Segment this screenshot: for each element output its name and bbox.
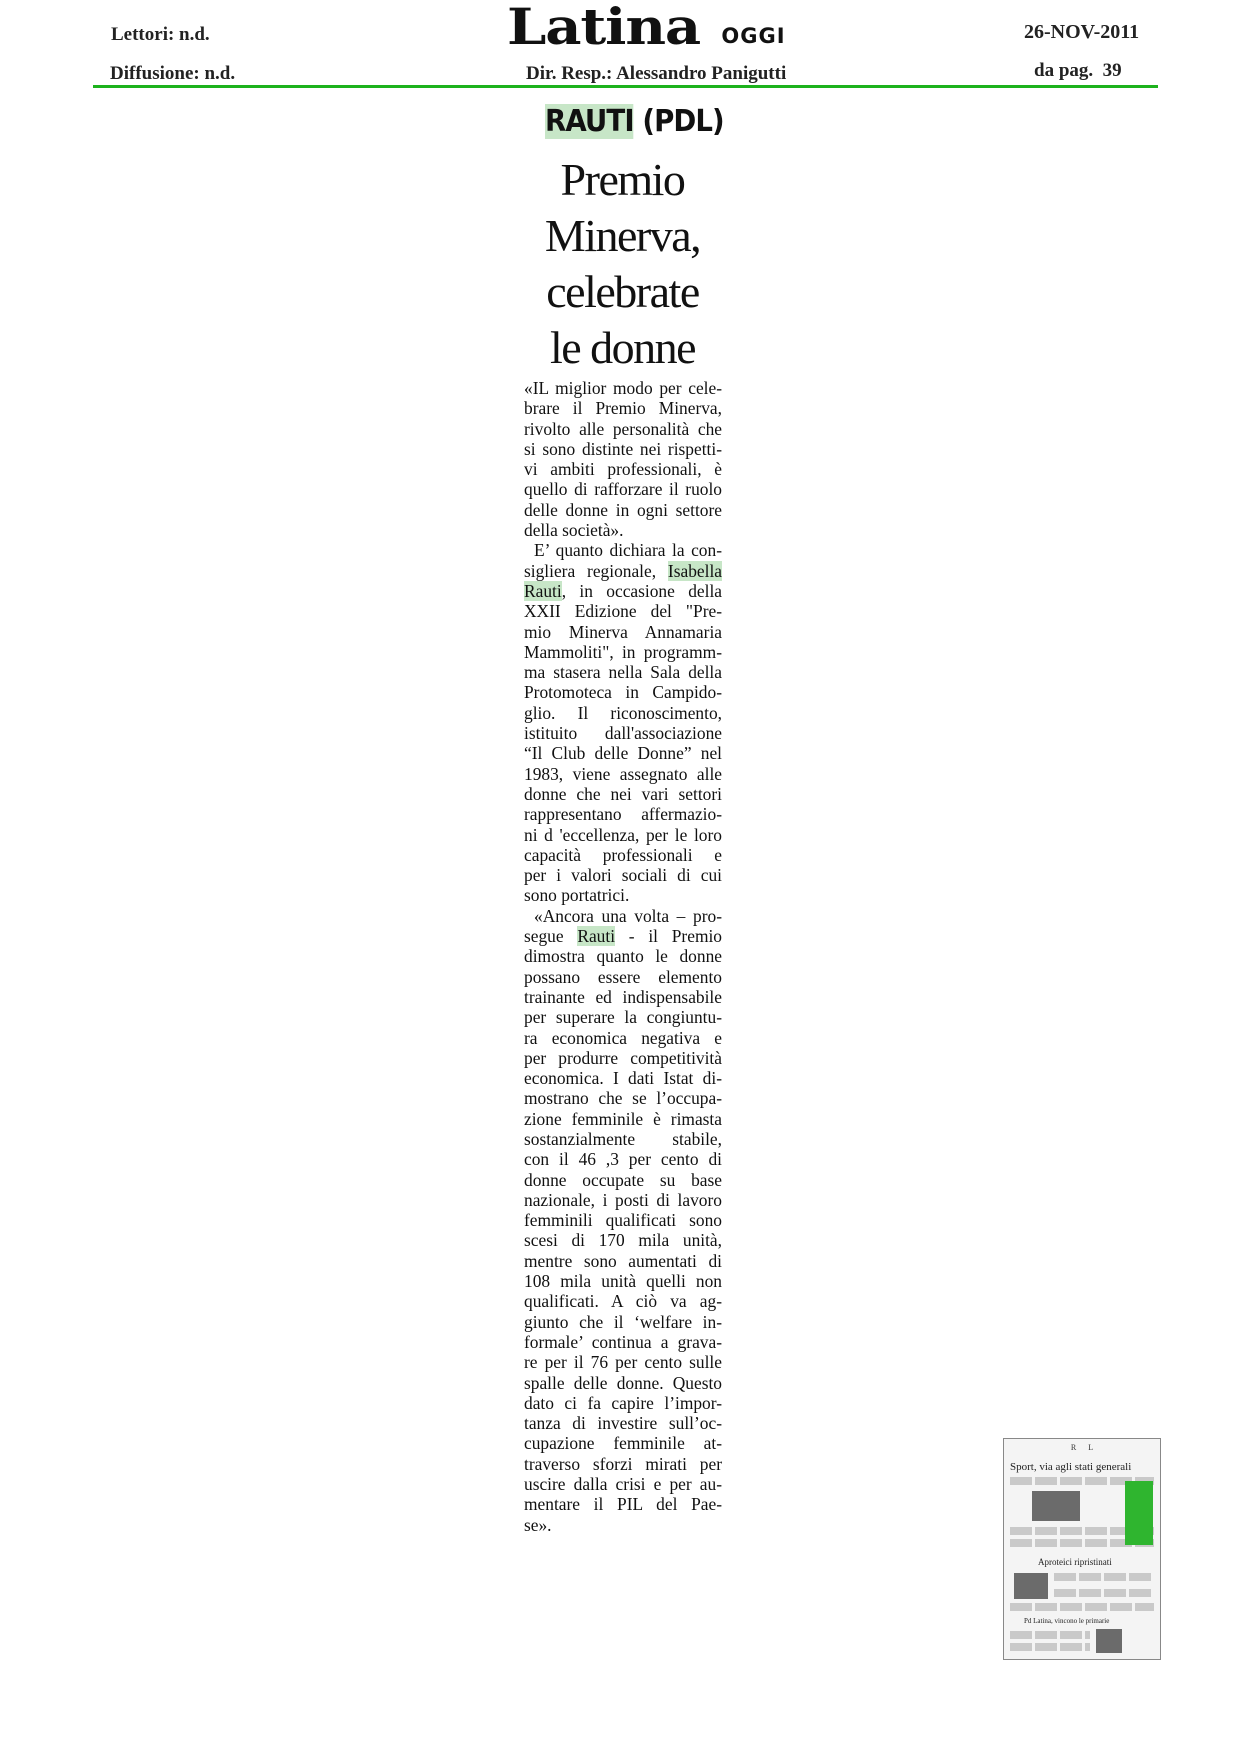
body-line: ra economica negativa e — [524, 1027, 722, 1048]
body-line: mostrano che se l’occupa- — [524, 1088, 722, 1109]
body-line: brare il Premio Minerva, — [524, 398, 722, 419]
body-line: istituito dall'associazione — [524, 723, 722, 744]
circulation-label: Diffusione: n.d. — [110, 63, 236, 84]
kicker-name: RAUTI — [545, 104, 634, 139]
body-line: traverso sforzi mirati per — [524, 1453, 722, 1474]
body-line: uscire dalla crisi e per au- — [524, 1474, 722, 1495]
body-line: formale’ continua a grava- — [524, 1331, 722, 1352]
headline-line: le donne — [549, 322, 696, 373]
page-thumbnail — [1003, 1438, 1161, 1660]
thumbnail-green-box — [1125, 1481, 1153, 1545]
article-body — [524, 378, 722, 1535]
body-line: cupazione femminile at- — [524, 1433, 722, 1454]
body-line: 1983, viene assegnato alle — [524, 763, 722, 784]
body-line: sigliera regionale, Isabella — [524, 560, 722, 581]
body-line: della società». — [524, 520, 624, 541]
thumbnail-text-block — [1054, 1573, 1154, 1581]
page-number: 39 — [1102, 60, 1122, 81]
body-line: Rauti, in occasione della — [524, 580, 722, 601]
body-line: E’ quanto dichiara la con- — [534, 540, 722, 561]
body-line: rappresentano affermazio- — [524, 804, 722, 825]
body-line: «IL miglior modo per cele- — [524, 378, 722, 398]
page-label: da pag. — [1034, 60, 1094, 81]
article-kicker — [545, 104, 724, 139]
body-line: dato ci fa capire l’impor- — [524, 1392, 722, 1413]
thumbnail-photo — [1014, 1573, 1048, 1599]
thumbnail-photo — [1096, 1629, 1122, 1653]
masthead-name: Latina — [507, 0, 701, 56]
body-line: capacità professionali e — [524, 844, 722, 865]
body-line: dimostra quanto le donne — [524, 946, 722, 967]
body-line: si sono distinte nei rispetti- — [524, 438, 722, 459]
newspaper-masthead — [507, 0, 786, 56]
header-divider — [93, 85, 1158, 88]
body-line: «Ancora una volta – pro- — [534, 905, 722, 926]
body-line: donne occupate su base — [524, 1169, 722, 1190]
editor-in-chief: Dir. Resp.: Alessandro Panigutti — [526, 63, 787, 84]
body-line: se». — [524, 1514, 552, 1535]
thumbnail-text-block — [1054, 1589, 1154, 1597]
highlighted-name: Rauti — [524, 580, 562, 601]
body-line: mentre sono aumentati di — [524, 1250, 722, 1271]
kicker-party: (PDL) — [642, 104, 724, 139]
body-line: re per il 76 per cento sulle — [524, 1352, 722, 1373]
body-line: rivolto alle personalità che — [524, 418, 722, 439]
highlighted-name: Isabella — [667, 560, 722, 581]
body-line: mentare il PIL del Pae- — [524, 1494, 722, 1515]
article-headline — [500, 152, 745, 376]
thumbnail-headline: Aproteici ripristinati — [1038, 1557, 1112, 1567]
body-line: mio Minerva Annamaria — [524, 621, 722, 642]
thumbnail-text-block — [1010, 1631, 1090, 1639]
body-line: Protomoteca in Campido- — [524, 682, 722, 703]
body-line: donne che nei vari settori — [524, 783, 722, 804]
body-line: giunto che il ‘welfare in- — [524, 1311, 722, 1332]
body-line: vi ambiti professionali, è — [524, 459, 722, 480]
body-line: tanza di investire sull’oc- — [524, 1413, 722, 1434]
body-line: spalle delle donne. Questo — [524, 1372, 722, 1393]
body-line: ni d 'eccellenza, per le loro — [524, 824, 722, 845]
body-line: per produrre competitività — [524, 1047, 722, 1068]
body-line: trainante ed indispensabile — [524, 986, 722, 1007]
thumbnail-text-block — [1010, 1643, 1090, 1651]
headline-line: Premio — [560, 154, 685, 205]
headline-line: celebrate — [546, 266, 699, 317]
headline-line: Minerva, — [544, 210, 701, 261]
thumbnail-headline: Pd Latina, vincono le primarie — [1024, 1617, 1110, 1625]
body-line: quello di rafforzare il ruolo — [524, 479, 722, 500]
body-line: per superare la congiuntu- — [524, 1007, 722, 1028]
body-line: ma stasera nella Sala della — [524, 662, 722, 683]
page-reference — [1034, 60, 1122, 82]
body-line: economica. I dati Istat di- — [524, 1068, 722, 1089]
thumbnail-masthead: R L — [1070, 1443, 1094, 1452]
body-line: con il 46 ,3 per cento di — [524, 1149, 722, 1170]
highlighted-name: Rauti — [577, 926, 616, 947]
publication-date: 26-NOV-2011 — [1024, 21, 1140, 43]
masthead-subtitle: OGGI — [721, 24, 786, 48]
body-line: 108 mila unità quelli non — [524, 1271, 722, 1292]
body-line: scesi di 170 mila unità, — [524, 1230, 722, 1251]
body-line: sono portatrici. — [524, 885, 630, 906]
body-line: XXII Edizione del "Pre- — [524, 601, 722, 622]
body-line: nazionale, i posti di lavoro — [524, 1189, 722, 1210]
body-line: possano essere elemento — [524, 966, 722, 987]
body-line: sostanzialmente stabile, — [524, 1128, 722, 1149]
thumbnail-photo — [1032, 1491, 1080, 1521]
thumbnail-headline: Sport, via agli stati generali — [1010, 1461, 1132, 1473]
body-line: segue Rauti - il Premio — [524, 926, 722, 947]
body-line: zione femminile è rimasta — [524, 1108, 722, 1129]
readers-label: Lettori: n.d. — [111, 24, 210, 45]
body-line: per i valori sociali di cui — [524, 865, 722, 886]
body-line: Mammoliti", in programm- — [524, 641, 722, 662]
body-line: femminili qualificati sono — [524, 1210, 722, 1231]
thumbnail-text-block — [1010, 1603, 1154, 1611]
body-line: qualificati. A ciò va ag- — [524, 1291, 722, 1312]
body-line: “Il Club delle Donne” nel — [524, 743, 722, 764]
body-line: glio. Il riconoscimento, — [524, 702, 722, 723]
body-line: delle donne in ogni settore — [524, 499, 722, 520]
